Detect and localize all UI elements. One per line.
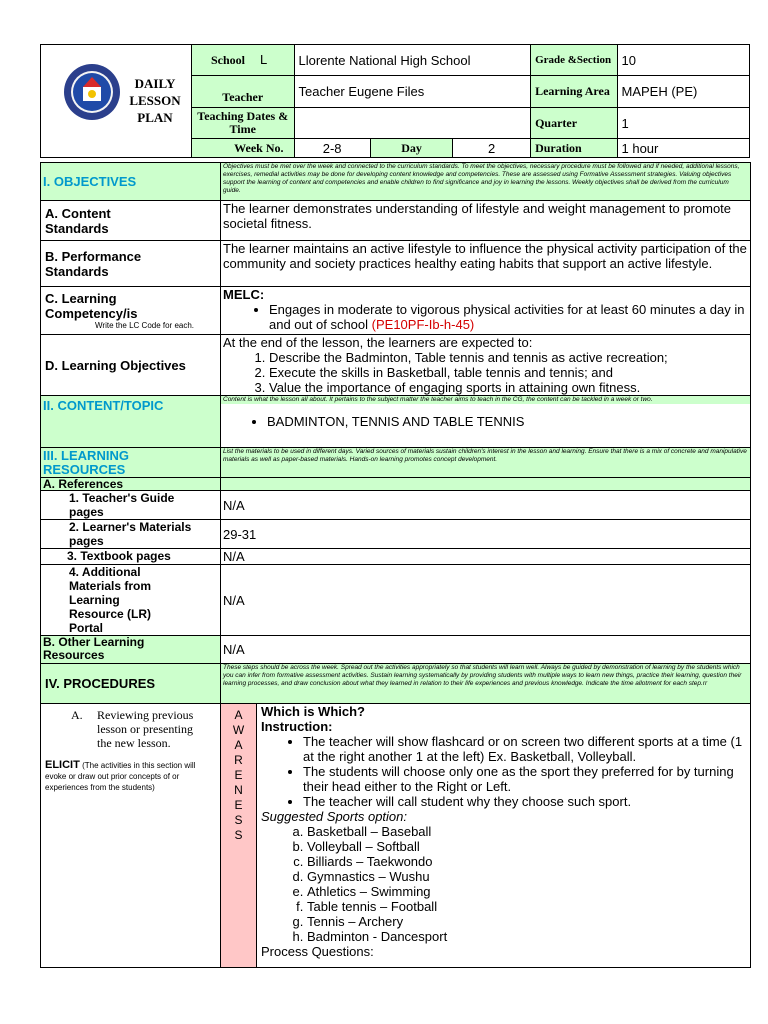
textbook-value: N/A <box>221 549 751 565</box>
objectives-heading-cell <box>41 163 221 201</box>
awareness-letter: W <box>232 723 245 737</box>
activity-cell <box>257 704 751 968</box>
performance-standards-label: B. Performance Standards <box>41 241 221 287</box>
step-text: Reviewing previous lesson or presenting the new lesson. <box>97 708 194 750</box>
step-a-cell <box>41 704 221 968</box>
learning-objectives-label: D. Learning Objectives <box>41 335 221 396</box>
additional-label-cell: 4. Additional Materials from Learning Resource (LR) Portal <box>41 565 221 636</box>
materials-label-cell: 2. Learner's Materials pages <box>41 520 221 549</box>
suggested-label: Suggested Sports option: <box>261 809 407 824</box>
awareness-letter: R <box>234 753 243 767</box>
content-heading-cell <box>41 396 221 448</box>
duration-label: Duration <box>531 139 617 158</box>
teacher-value: Teacher Eugene Files <box>294 76 531 108</box>
sport-option: g. Tennis – Archery <box>307 914 748 929</box>
awareness-column <box>221 704 257 968</box>
content-note: Content is what the lesson all about. It pertains to the subject matter the teacher aims to teach in the CG, the content can be tackled in a week or two. <box>221 396 750 404</box>
guide-label-cell: 1. Teacher's Guide pages <box>41 491 221 520</box>
sport-option: h. Badminton - Dancesport <box>307 929 748 944</box>
competency-sub: Write the LC Code for each. <box>95 321 195 330</box>
deped-seal-icon <box>63 63 121 121</box>
procedures-note-cell <box>221 664 751 704</box>
process-label: Process Questions: <box>261 944 374 959</box>
references-label: A. References <box>41 478 221 491</box>
awareness-letter: N <box>234 783 243 797</box>
teacher-label: Teacher <box>192 76 295 108</box>
instruction-item: • The teacher will show flashcard or on screen two different sports at a time (1 at the right another 1 at the left) Ex. Basketball, Volleyball. <box>303 734 748 764</box>
header-table <box>40 44 750 158</box>
day-label: Day <box>370 139 453 158</box>
sport-option: a. Basketball – Baseball <box>307 824 748 839</box>
school-value: Llorente National High School <box>294 45 531 76</box>
textbook-label: 3. Textbook pages <box>41 549 221 565</box>
quarter-label: Quarter <box>531 108 617 139</box>
topic-item: • BADMINTON, TENNIS AND TABLE TENNIS <box>267 414 750 429</box>
other-label-cell: B. Other Learning Resources <box>41 636 221 664</box>
sport-option: c. Billiards – Taekwondo <box>307 854 748 869</box>
melc-code: (PE10PF-Ib-h-45) <box>371 317 475 332</box>
objectives-heading: I. OBJECTIVES <box>43 174 137 189</box>
grade-value: 10 <box>617 45 750 76</box>
content-cell <box>221 396 751 448</box>
plan-title-line: DAILY <box>134 76 176 91</box>
materials-value: 29-31 <box>221 520 751 549</box>
logo-cell <box>41 45 192 158</box>
learning-objective-item: 2. Execute the skills in Basketball, table tennis and tennis; and <box>269 365 748 380</box>
resources-note-cell <box>221 448 751 478</box>
content-standards-text: The learner demonstrates understanding of lifestyle and weight management to promote societal fitness. <box>221 201 751 241</box>
procedures-heading: IV. PROCEDURES <box>41 664 221 704</box>
area-label: Learning Area <box>531 76 617 108</box>
resources-heading-cell <box>41 448 221 478</box>
day-value: 2 <box>453 139 531 158</box>
learning-objective-item: 3. Value the importance of engaging sports in attaining own fitness. <box>269 380 748 395</box>
content-heading: II. CONTENT/TOPIC <box>43 398 164 413</box>
sport-option: d. Gymnastics – Wushu <box>307 869 748 884</box>
objectives-note: Objectives must be met over the week and connected to the curriculum standards. To meet the objectives, necessary procedure must be followed and if needed, additional lessons, exercises, remedial activities may be done for developing content knowledge and competencies. These are assessed using Formative Assessment strategies. Valuing objectives support the learning of content and competencies and enable children to find significance and joy in learning the lessons. Weekly objectives shall be derived from the curriculum guide. <box>223 163 740 194</box>
elicit-text: (The activities in this section will evoke or draw out prior concepts of or experiences from the students) <box>45 761 196 792</box>
lesson-plan-table <box>40 162 751 968</box>
step-letter: A. <box>71 708 83 722</box>
melc-item: • Engages in moderate to vigorous physical activities for at least 60 minutes a day in and out of school (PE10PF-Ib-h-45) <box>269 302 748 332</box>
duration-value: 1 hour <box>617 139 750 158</box>
awareness-letter: S <box>234 813 243 827</box>
school-label-cell: School L <box>192 45 295 76</box>
resources-note: List the materials to be used in different days. Varied sources of materials sustain children's interest in the lesson and learning. Ensure that there is a mix of concrete and manipulative materials as well as paper-based materials. Hands-on learning promotes concept development. <box>223 448 747 463</box>
awareness-letter: A <box>234 738 243 752</box>
learning-objectives-intro: At the end of the lesson, the learners are expected to: <box>223 335 533 350</box>
procedures-note: These steps should be across the week. Spread out the activities appropriately so that students will learn well. Always be guided by demonstration of learning by the students which you can infer from formative assessment activities. Sustain learning systematically by providing students with multiple ways to learn new things, practice their learning, question their learning processes, and draw conclusion about what they learned in relation to their life experiences and previous knowledge. Indicate the time allotment for each step.rr <box>223 664 742 687</box>
competency-label-cell <box>41 287 221 335</box>
learning-objectives-cell <box>221 335 751 396</box>
melc-cell <box>221 287 751 335</box>
week-value: 2-8 <box>294 139 370 158</box>
references-blank <box>221 478 751 491</box>
other-value: N/A <box>221 636 751 664</box>
dates-value <box>294 108 531 139</box>
competency-label: C. Learning Competency/is <box>45 291 138 321</box>
awareness-letter: A <box>234 708 243 722</box>
objectives-note-cell <box>221 163 751 201</box>
plan-title-line: LESSON <box>129 93 181 108</box>
instruction-item: • The teacher will call student why they choose such sport. <box>303 794 748 809</box>
melc-label: MELC: <box>223 287 265 302</box>
awareness-letter: E <box>234 798 243 812</box>
awareness-letter: S <box>234 828 243 842</box>
instruction-item: • The students will choose only one as the sport they preferred for by turning their head either to the Right or Left. <box>303 764 748 794</box>
awareness-letter: E <box>234 768 243 782</box>
learning-objective-item: 1. Describe the Badminton, Table tennis and tennis as active recreation; <box>269 350 748 365</box>
activity-title: Which is Which? <box>261 704 365 719</box>
additional-value: N/A <box>221 565 751 636</box>
sport-option: e. Athletics – Swimming <box>307 884 748 899</box>
week-label: Week No. <box>192 139 295 158</box>
quarter-value: 1 <box>617 108 750 139</box>
elicit-label: ELICIT <box>45 759 80 771</box>
sport-option: f. Table tennis – Football <box>307 899 748 914</box>
instruction-label: Instruction: <box>261 719 333 734</box>
dates-label: Teaching Dates & Time <box>192 108 295 139</box>
resources-heading: III. LEARNING RESOURCES <box>43 447 129 477</box>
guide-value: N/A <box>221 491 751 520</box>
sport-option: b. Volleyball – Softball <box>307 839 748 854</box>
plan-title-line: PLAN <box>137 110 173 125</box>
area-value: MAPEH (PE) <box>617 76 750 108</box>
performance-standards-text: The learner maintains an active lifestyle to influence the physical activity participation of the community and society practices healthy eating habits that support an active lifestyle. <box>221 241 751 287</box>
grade-label: Grade &Section <box>531 45 617 76</box>
content-standards-label: A. Content Standards <box>41 201 221 241</box>
